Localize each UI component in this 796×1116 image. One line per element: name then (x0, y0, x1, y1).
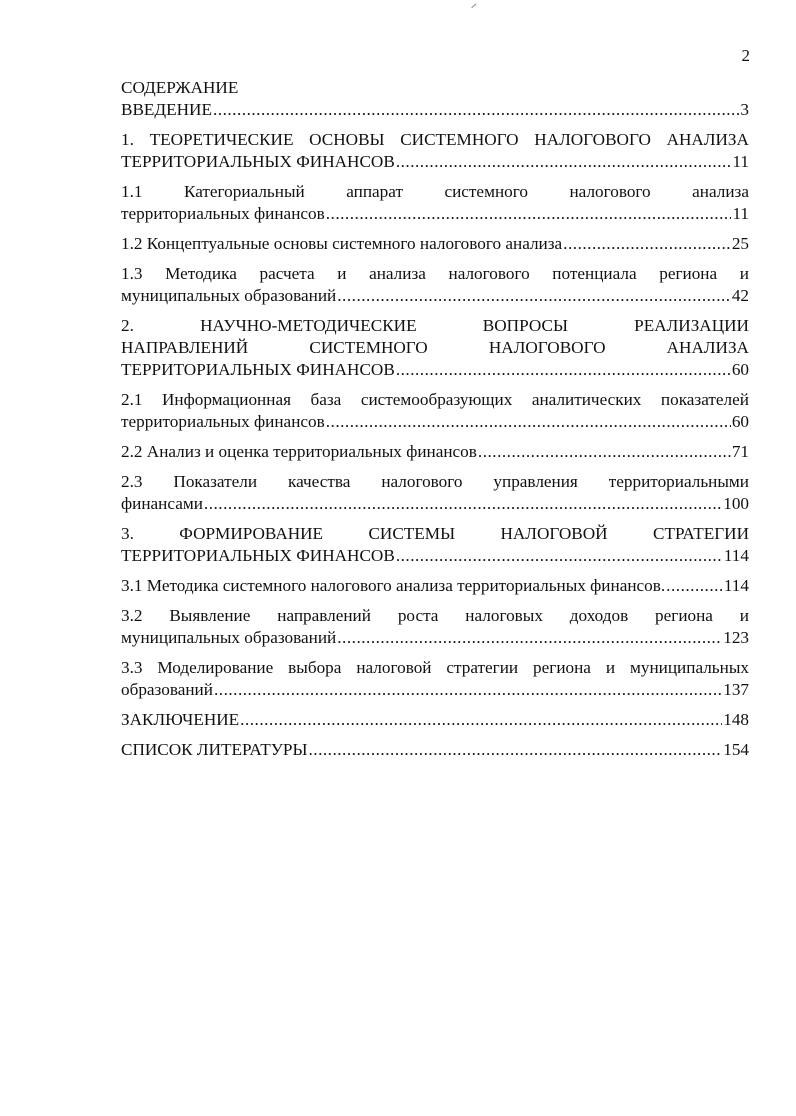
toc-word: и (337, 264, 347, 283)
toc-entry-title: 1.2 Концептуальные основы системного налогового анализа (121, 234, 563, 253)
toc-word: Категориальный (184, 182, 305, 201)
toc-word: региона (533, 658, 591, 677)
toc-dot-leader (666, 575, 723, 597)
toc-word: 2.1 (121, 390, 143, 409)
toc-entry[interactable] (121, 575, 749, 597)
toc-word: 1. (121, 130, 134, 149)
toc-entry-title: ЗАКЛЮЧЕНИЕ (121, 710, 240, 729)
toc-word: стратегии (446, 658, 519, 677)
toc-page-number: 60 (731, 412, 749, 431)
toc-page-number: 100 (723, 494, 749, 513)
toc-entry[interactable] (121, 129, 749, 173)
toc-entry[interactable] (121, 99, 749, 121)
toc-word: Методика (165, 264, 237, 283)
toc-entry-title: муниципальных образований (121, 628, 337, 647)
toc-word: Показатели (173, 472, 258, 491)
toc-page-number: 114 (723, 576, 749, 595)
toc-page-number: 71 (731, 442, 749, 461)
toc-word: ОСНОВЫ (309, 130, 385, 149)
toc-word: Информационная (162, 390, 291, 409)
toc-page-number: 11 (732, 152, 749, 171)
toc-entry-line (121, 657, 749, 679)
toc-word: 3.3 (121, 658, 143, 677)
toc-word: АНАЛИЗА (666, 338, 749, 357)
toc-entry-line (121, 389, 749, 411)
toc-entry[interactable] (121, 263, 749, 307)
toc-word: выбора (288, 658, 342, 677)
toc-word: потенциала (552, 264, 637, 283)
toc-dot-leader (337, 627, 722, 649)
table-of-contents (121, 77, 749, 761)
toc-entry-leader-line (121, 233, 749, 255)
toc-entry[interactable] (121, 233, 749, 255)
toc-entry-title: ТЕРРИТОРИАЛЬНЫХ ФИНАНСОВ (121, 152, 395, 171)
toc-entry-line (121, 337, 749, 359)
toc-word: ВОПРОСЫ (482, 316, 568, 335)
toc-entry-line (121, 605, 749, 627)
toc-page-number: 114 (723, 546, 749, 565)
toc-entry-line (121, 129, 749, 151)
toc-dot-leader (213, 99, 739, 121)
toc-dot-leader (326, 203, 732, 225)
toc-entry-line (121, 523, 749, 545)
toc-page-number: 137 (723, 680, 749, 699)
toc-entry-leader-line (121, 545, 749, 567)
toc-word: и (605, 658, 616, 677)
toc-word: НАЛОГОВОГО (488, 338, 606, 357)
toc-entry-leader-line (121, 679, 749, 701)
toc-entry-title: СПИСОК ЛИТЕРАТУРЫ (121, 740, 308, 759)
toc-page-number: 11 (732, 204, 749, 223)
toc-entry[interactable] (121, 441, 749, 463)
toc-dot-leader (240, 709, 722, 731)
toc-word: налогового (569, 182, 651, 201)
toc-word: РЕАЛИЗАЦИИ (634, 316, 749, 335)
toc-word: НАЛОГОВОГО (534, 130, 651, 149)
toc-word: ФОРМИРОВАНИЕ (179, 524, 324, 543)
toc-entry-title: муниципальных образований (121, 286, 337, 305)
toc-entry-title: образований (121, 680, 213, 699)
toc-word: НАПРАВЛЕНИЙ (121, 338, 249, 357)
toc-word: анализа (692, 182, 749, 201)
toc-word: и (739, 264, 749, 283)
toc-entry-title: ТЕРРИТОРИАЛЬНЫХ ФИНАНСОВ (121, 360, 395, 379)
toc-word: база (310, 390, 342, 409)
toc-entry-title: финансами (121, 494, 203, 513)
toc-word: доходов (569, 606, 629, 625)
toc-entry-leader-line (121, 151, 749, 173)
toc-entry-leader-line (121, 411, 749, 433)
toc-page-number: 123 (723, 628, 749, 647)
toc-entry-line (121, 471, 749, 493)
toc-entry-leader-line (121, 575, 749, 597)
toc-page-number: 60 (731, 360, 749, 379)
toc-entry[interactable] (121, 709, 749, 731)
toc-entry[interactable] (121, 523, 749, 567)
toc-word: 2.3 (121, 472, 143, 491)
toc-title: СОДЕРЖАНИЕ (121, 78, 239, 97)
toc-entry-leader-line (121, 709, 749, 731)
toc-word: Выявление (169, 606, 251, 625)
toc-page-number: 42 (731, 286, 749, 305)
toc-word: 1.1 (121, 182, 143, 201)
toc-entry[interactable] (121, 315, 749, 381)
toc-dot-leader (308, 739, 722, 761)
toc-word: НАЛОГОВОЙ (500, 524, 608, 543)
toc-entries (121, 99, 749, 761)
toc-word: СИСТЕМНОГО (400, 130, 519, 149)
toc-word: системного (444, 182, 528, 201)
toc-entry-leader-line (121, 493, 749, 515)
toc-word: 1.3 (121, 264, 143, 283)
toc-entry-leader-line (121, 627, 749, 649)
toc-word: территориальными (608, 472, 749, 491)
toc-entry-leader-line (121, 359, 749, 381)
toc-entry-title: 2.2 Анализ и оценка территориальных финансов (121, 442, 477, 461)
toc-dot-leader (563, 233, 731, 255)
toc-word: показателей (660, 390, 749, 409)
toc-entry[interactable] (121, 657, 749, 701)
toc-entry-title: ТЕРРИТОРИАЛЬНЫХ ФИНАНСОВ (121, 546, 395, 565)
toc-entry-title: ВВЕДЕНИЕ (121, 100, 212, 119)
toc-word: аппарат (346, 182, 403, 201)
toc-word: и (739, 606, 749, 625)
toc-entry-line (121, 263, 749, 285)
toc-word: направлений (277, 606, 371, 625)
toc-word: системообразующих (360, 390, 513, 409)
toc-page-number: 148 (723, 710, 749, 729)
toc-word: СИСТЕМЫ (368, 524, 456, 543)
toc-dot-leader (478, 441, 731, 463)
toc-entry[interactable] (121, 471, 749, 515)
toc-word: АНАЛИЗА (666, 130, 749, 149)
toc-entry-title: 3.1 Методика системного налогового анализа территориальных финансов. (121, 576, 666, 595)
toc-word: региона (659, 264, 718, 283)
toc-page-number: 25 (731, 234, 749, 253)
toc-dot-leader (326, 411, 731, 433)
toc-entry-line (121, 315, 749, 337)
toc-entry-leader-line (121, 285, 749, 307)
toc-word: анализа (369, 264, 426, 283)
toc-page-number: 154 (723, 740, 749, 759)
toc-word: 3. (121, 524, 134, 543)
scan-mark (467, 0, 476, 8)
toc-dot-leader (396, 359, 731, 381)
toc-entry[interactable] (121, 605, 749, 649)
toc-word: 2. (121, 316, 134, 335)
toc-word: Моделирование (157, 658, 274, 677)
toc-word: управления (493, 472, 578, 491)
toc-entry-leader-line (121, 203, 749, 225)
toc-entry-title: территориальных финансов (121, 412, 325, 431)
page-number: 2 (741, 46, 750, 65)
toc-word: налогового (381, 472, 463, 491)
toc-word: ТЕОРЕТИЧЕСКИЕ (149, 130, 294, 149)
toc-word: региона (655, 606, 713, 625)
toc-entry-leader-line (121, 739, 749, 761)
toc-word: НАУЧНО-МЕТОДИЧЕСКИЕ (200, 316, 417, 335)
toc-word: расчета (259, 264, 315, 283)
toc-entry-title: территориальных финансов (121, 204, 325, 223)
toc-entry[interactable] (121, 181, 749, 225)
toc-page-number: 3 (740, 100, 749, 119)
toc-word: СИСТЕМНОГО (309, 338, 428, 357)
toc-dot-leader (396, 151, 732, 173)
toc-word: налоговых (465, 606, 543, 625)
toc-word: налоговой (356, 658, 432, 677)
toc-word: качества (287, 472, 351, 491)
toc-entry-leader-line (121, 441, 749, 463)
toc-dot-leader (396, 545, 723, 567)
toc-word: налогового (448, 264, 530, 283)
toc-word: СТРАТЕГИИ (653, 524, 749, 543)
toc-word: роста (397, 606, 439, 625)
toc-entry-leader-line (121, 99, 749, 121)
toc-word: муниципальных (629, 658, 749, 677)
toc-word: аналитических (531, 390, 642, 409)
toc-dot-leader (204, 493, 722, 515)
toc-dot-leader (214, 679, 722, 701)
toc-entry[interactable] (121, 389, 749, 433)
toc-entry-line (121, 181, 749, 203)
toc-dot-leader (337, 285, 731, 307)
toc-word: 3.2 (121, 606, 143, 625)
toc-entry[interactable] (121, 739, 749, 761)
